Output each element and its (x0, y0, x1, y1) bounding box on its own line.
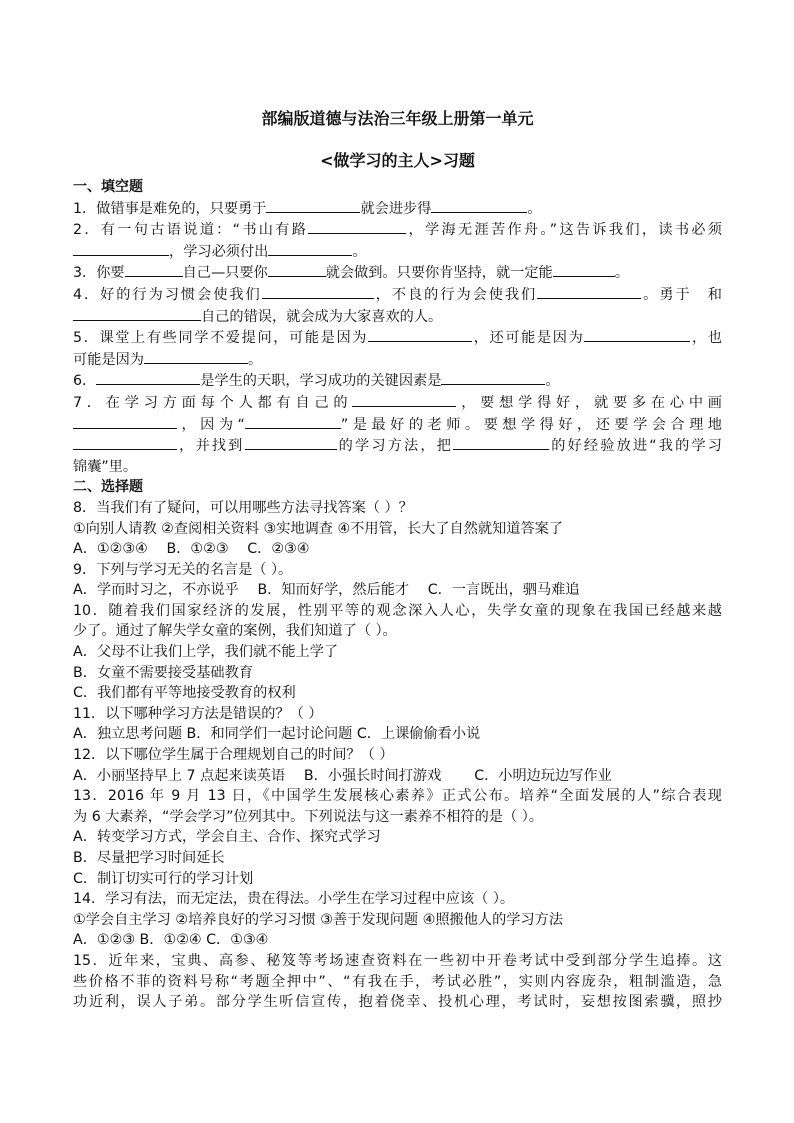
blank (308, 219, 406, 234)
fill-line-13: 锦囊”里。 (73, 458, 138, 475)
question-line: 些价格不菲的资料号称“考题全押中”、“有我在手，考试必胜”，实则内容庞杂，粗制滥造，急 (73, 973, 722, 990)
question-line: ①向别人请教 ②查阅相关资料 ③实地调查 ④不用管，长大了自然就知道答案了 (73, 520, 564, 537)
question-line: A．小丽坚持早上 7 点起来读英语 B．小强长时间打游戏 C．小明边玩边写作业 (73, 767, 612, 784)
question-line: A．转变学习方式，学会自主、合作、探究式学习 (73, 829, 381, 846)
blank (73, 414, 177, 429)
fill-line-3: ，学习必须付出 。 (73, 241, 722, 263)
question-line: 15．近年来，宝典、高参、秘笈等考场速查资料在一些初中开卷考试中受到部分学生追捧。这 (73, 952, 722, 969)
fill-line-6: 自己的错误，就会成为大家喜欢的人。 (73, 306, 722, 328)
blank (266, 198, 360, 213)
fill-line-12: ，并找到 的学习方法，把 的好经验放进“我的学习 (73, 435, 722, 457)
blank (368, 327, 472, 342)
fill-line-2: 2．有一句古语说道：“书山有路 ，学海无涯苦作舟。”这告诉我们，读书必须 (73, 219, 722, 241)
blank (73, 435, 177, 450)
question-line: 11．以下哪种学习方法是错误的？（ ） (73, 705, 323, 722)
question-line: 14．学习有法，而无定法，贵在得法。小学生在学习过程中应该（ ）。 (73, 891, 515, 908)
page-subtitle: <做学习的主人>习题 (320, 151, 475, 170)
question-line: 8．当我们有了疑问，可以用哪些方法寻找答案（ ）？ (73, 499, 413, 516)
question-line: 为 6 大素养，“学会学习”位列其中。下列说法与这一素养不相符的是（ ）。 (73, 808, 543, 825)
blank (584, 327, 690, 342)
fill-line-1: 1．做错事是难免的，只要勇于 就会进步得 。 (73, 198, 722, 220)
fill-line-10: 7．在学习方面每个人都有自己的 ，要想学得好，就要多在心中画 (73, 392, 722, 414)
blank (553, 262, 615, 277)
blank (144, 349, 248, 364)
fill-line-8: 可能是因为 。 (73, 349, 722, 371)
question-line: B．尽量把学习时间延长 (73, 850, 225, 866)
blank (73, 306, 201, 321)
blank (268, 241, 352, 256)
question-line: C．制订切实可行的学习计划 (73, 870, 254, 887)
blank (125, 262, 183, 277)
blank (245, 414, 341, 429)
blank (453, 435, 549, 450)
blank (73, 241, 169, 256)
question-line: 少了。通过了解失学女童的案例，我们知道了（ ）。 (73, 623, 397, 640)
blank (245, 435, 337, 450)
question-line: ①学会自主学习 ②培养良好的学习习惯 ③善于发现问题 ④照搬他人的学习方法 (73, 911, 564, 928)
fill-line-11: ，因为“ ”是最好的老师。要想学得好，还要学会合理地 (73, 414, 722, 436)
blank (537, 284, 641, 299)
fill-line-4: 3．你要 自己—只要你 就会做到。只要你肯坚持，就一定能 。 (73, 262, 722, 284)
question-line: 9．下列与学习无关的名言是（ ）。 (73, 561, 293, 578)
blank (268, 262, 326, 277)
blank (262, 284, 374, 299)
question-line: A．①②③④ B．①②③ C．②③④ (73, 541, 310, 558)
question-line: C．我们都有平等地接受教育的权利 (73, 685, 296, 702)
page-title: 部编版道德与法治三年级上册第一单元 (261, 109, 534, 128)
question-line: 13．2016 年 9 月 13 日，《中国学生发展核心素养》正式公布。培养“全面发展的人”综合表现 (73, 788, 722, 805)
question-line: A．①②③ B．①②④ C．①③④ (73, 932, 269, 949)
question-line: 12．以下哪位学生属于合理规划自己的时间？（ ） (73, 747, 394, 764)
worksheet (73, 98, 722, 1013)
question-line: A．学而时习之，不亦说乎 B．知而好学，然后能才 C．一言既出，驷马难追 (73, 582, 580, 599)
blank (441, 370, 545, 385)
section-heading-choice: 二、选择题 (73, 479, 143, 496)
question-line: A．父母不让我们上学，我们就不能上学了 (73, 644, 339, 661)
question-line: 10．随着我们国家经济的发展，性别平等的观念深入人心，失学女童的现象在我国已经越来越 (73, 602, 722, 619)
fill-line-7: 5．课堂上有些同学不爱提问，可能是因为 ，还可能是因为 ，也 (73, 327, 722, 349)
blank (431, 198, 527, 213)
fill-line-9: 6． 是学生的天职，学习成功的关键因素是 。 (73, 370, 722, 392)
question-line: A．独立思考问题 B．和同学们一起讨论问题 C．上课偷偷看小说 (73, 726, 481, 743)
fill-line-5: 4．好的行为习惯会使我们 ，不良的行为会使我们 。勇于 和 (73, 284, 722, 306)
section-heading-fill-blank: 一、填空题 (73, 179, 143, 195)
blank (352, 392, 456, 407)
question-line: 功近利，误人子弟。部分学生听信宣传，抱着侥幸、投机心理，考试时，妄想按图索骥，照抄 (73, 994, 722, 1011)
blank (96, 370, 200, 385)
question-line: B．女童不需要接受基础教育 (73, 664, 253, 681)
